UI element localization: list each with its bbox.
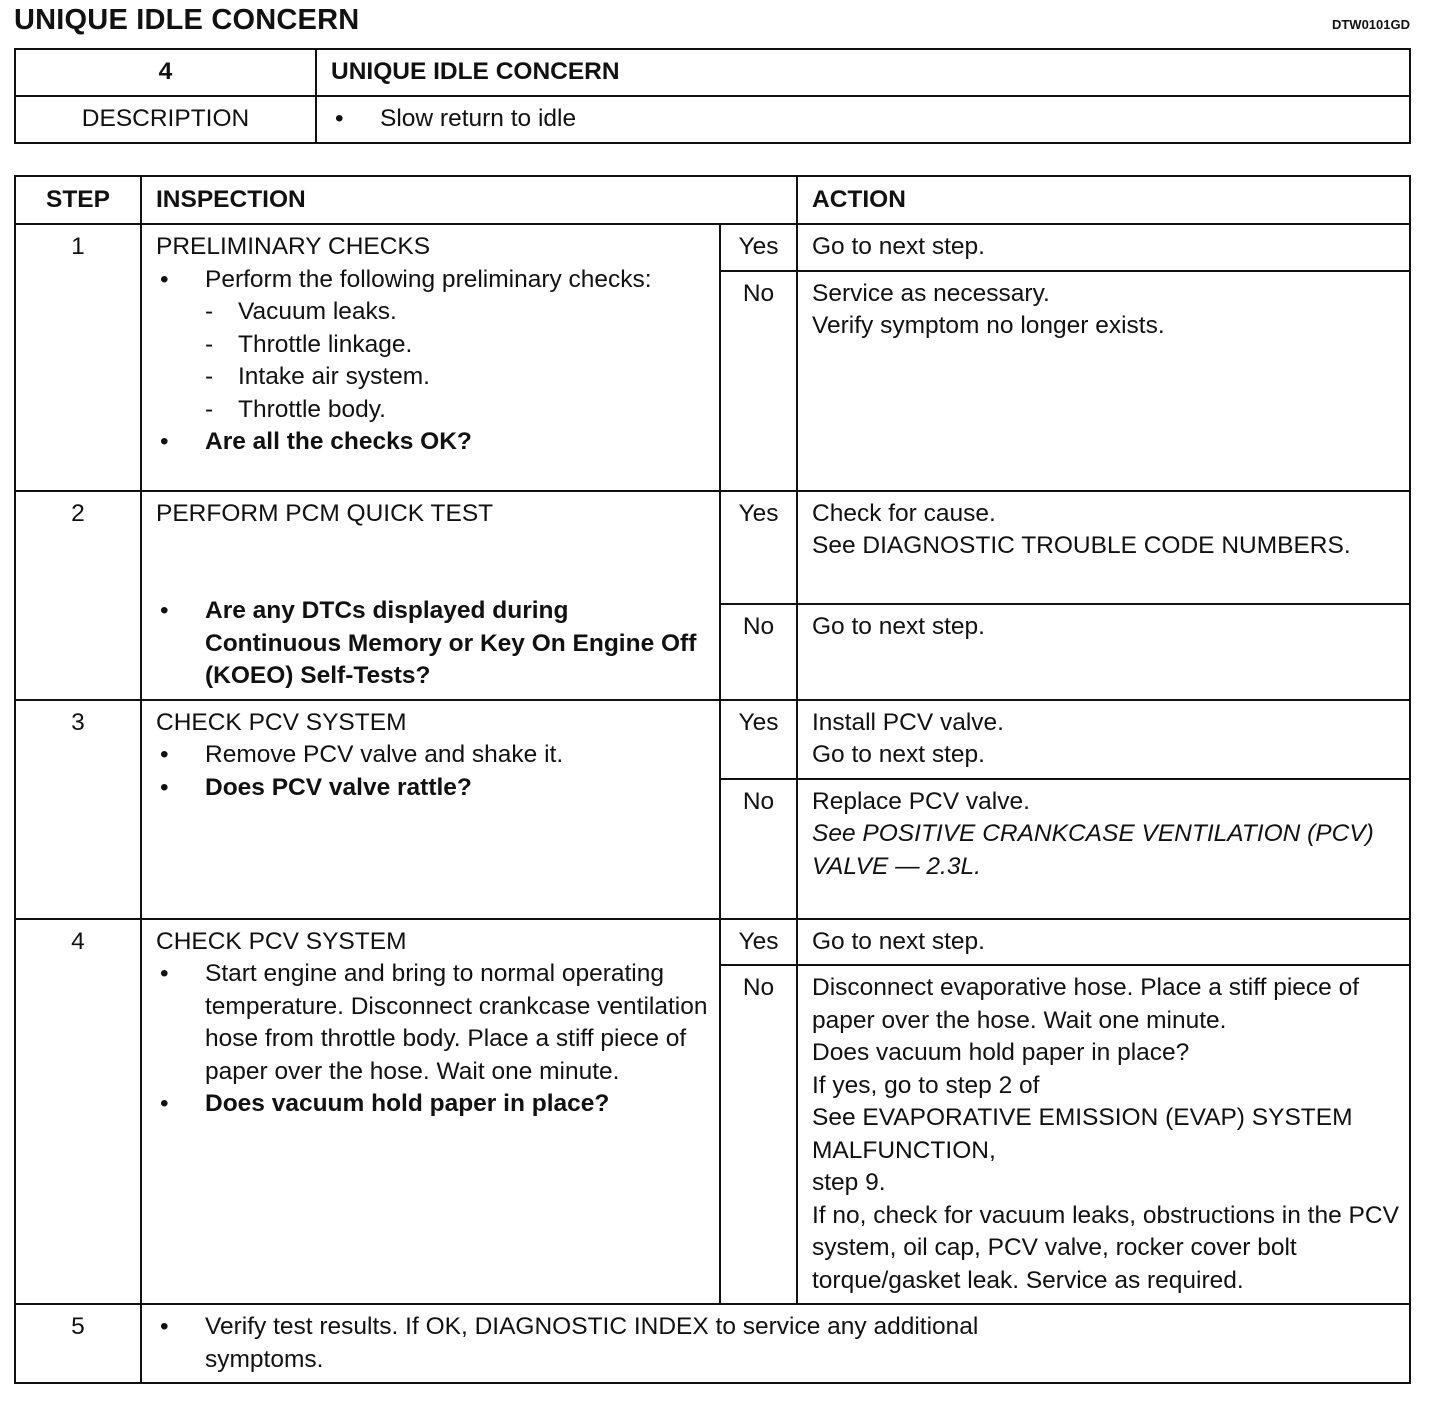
document-code: DTW0101GD xyxy=(1331,17,1410,32)
yes-action xyxy=(797,224,1410,271)
concern-number: 4 xyxy=(15,49,316,96)
yes-label: Yes xyxy=(720,700,797,779)
step-title: CHECK PCV SYSTEM xyxy=(156,927,407,955)
action-line: Verify symptom no longer exists. xyxy=(812,312,1165,339)
inspection-bullet: Perform the following preliminary checks: xyxy=(205,265,652,293)
yes-action xyxy=(797,919,1410,966)
action-line: If no, check for vacuum leaks, obstructions in the PCV system, oil cap, PCV valve, rocker cover bolt torque/gasket leak. Service as required. xyxy=(812,1201,1399,1294)
page-title: UNIQUE IDLE CONCERN xyxy=(14,4,360,36)
table-row xyxy=(15,491,1410,605)
step-number: 5 xyxy=(15,1304,141,1383)
step-inspection xyxy=(141,919,720,1305)
no-label: No xyxy=(720,965,797,1304)
dash-icon: - xyxy=(205,363,214,390)
action-line: Check for cause. xyxy=(812,499,996,527)
action-line: Does vacuum hold paper in place? xyxy=(812,1039,1190,1066)
action-line: See POSITIVE CRANKCASE VENTILATION (PCV) VALVE — 2.3L. xyxy=(812,820,1374,880)
bullet-icon: • xyxy=(160,1313,169,1340)
step-number: 2 xyxy=(15,491,141,700)
step-inspection xyxy=(141,224,720,491)
no-action xyxy=(797,779,1410,919)
action-line: Go to next step. xyxy=(812,741,985,768)
step-number: 3 xyxy=(15,700,141,919)
check-item: Intake air system. xyxy=(238,363,430,390)
description-cell xyxy=(316,96,1410,143)
action-line: See DIAGNOSTIC TROUBLE CODE NUMBERS. xyxy=(812,532,1351,559)
yes-action xyxy=(797,700,1410,779)
dash-icon: - xyxy=(205,395,214,423)
dash-icon: - xyxy=(205,330,214,358)
yes-label: Yes xyxy=(720,491,797,605)
inspection-question: Does vacuum hold paper in place? xyxy=(205,1090,610,1117)
bullet-icon: • xyxy=(160,773,169,801)
no-label: No xyxy=(720,271,797,491)
no-action xyxy=(797,604,1410,699)
step-title: PRELIMINARY CHECKS xyxy=(156,233,431,260)
inspection-question: Are any DTCs displayed during Continuous Memory or Key On Engine Off (KOEO) Self-Tests? xyxy=(205,597,697,689)
description-label: DESCRIPTION xyxy=(15,96,316,143)
table-row xyxy=(15,919,1410,966)
step-number: 4 xyxy=(15,919,141,1305)
action-line: See EVAPORATIVE EMISSION (EVAP) SYSTEM MALFUNCTION, xyxy=(812,1104,1353,1164)
description-value: Slow return to idle xyxy=(380,105,577,133)
action-line: Go to next step. xyxy=(812,613,985,641)
action-line: Go to next step. xyxy=(812,927,985,955)
no-action xyxy=(797,965,1410,1304)
step-number: 1 xyxy=(15,224,141,491)
dash-icon: - xyxy=(205,298,214,325)
inspection-question: Are all the checks OK? xyxy=(205,428,472,455)
concern-header-table xyxy=(14,48,1411,144)
action-line: Go to next step. xyxy=(812,233,985,260)
diagnostic-steps-table xyxy=(14,175,1411,1384)
step-title: CHECK PCV SYSTEM xyxy=(156,708,407,736)
bullet-icon: • xyxy=(160,1090,169,1117)
step-title: PERFORM PCM QUICK TEST xyxy=(156,499,494,527)
bullet-icon: • xyxy=(160,960,169,987)
check-item: Vacuum leaks. xyxy=(238,298,397,325)
step-inspection xyxy=(141,1304,1410,1383)
action-line: step 9. xyxy=(812,1169,886,1196)
bullet-icon: • xyxy=(335,105,344,133)
column-header-step: STEP xyxy=(15,176,141,224)
action-line: Install PCV valve. xyxy=(812,708,1004,736)
no-action xyxy=(797,271,1410,491)
inspection-bullet: Start engine and bring to normal operating temperature. Disconnect crankcase ventilation hose from throttle body. Place a stiff piece of paper over the hose. Wait one minute. xyxy=(205,960,708,1085)
table-row xyxy=(15,224,1410,271)
step-inspection xyxy=(141,700,720,919)
inspection-bullet: Remove PCV valve and shake it. xyxy=(205,741,564,768)
action-line: Service as necessary. xyxy=(812,279,1050,307)
column-header-action: ACTION xyxy=(797,176,1410,224)
bullet-icon: • xyxy=(160,428,169,455)
step-inspection xyxy=(141,491,720,700)
check-item: Throttle body. xyxy=(238,395,386,423)
action-line: Replace PCV valve. xyxy=(812,787,1030,815)
yes-label: Yes xyxy=(720,224,797,271)
table-header-row xyxy=(15,176,1410,224)
table-row xyxy=(15,1304,1410,1383)
action-line: If yes, go to step 2 of xyxy=(812,1071,1040,1099)
no-label: No xyxy=(720,779,797,919)
check-item: Throttle linkage. xyxy=(238,330,413,358)
action-line: Disconnect evaporative hose. Place a stiff piece of paper over the hose. Wait one minute. xyxy=(812,974,1360,1034)
inspection-question: Does PCV valve rattle? xyxy=(205,773,472,801)
column-header-inspection: INSPECTION xyxy=(141,176,797,224)
bullet-icon: • xyxy=(160,597,169,624)
yes-label: Yes xyxy=(720,919,797,966)
concern-title: UNIQUE IDLE CONCERN xyxy=(316,49,1410,96)
bullet-icon: • xyxy=(160,741,169,768)
bullet-icon: • xyxy=(160,265,169,293)
table-row xyxy=(15,700,1410,779)
inspection-bullet: Verify test results. If OK, DIAGNOSTIC INDEX to service any additional symptoms. xyxy=(205,1313,979,1373)
no-label: No xyxy=(720,604,797,699)
yes-action xyxy=(797,491,1410,605)
